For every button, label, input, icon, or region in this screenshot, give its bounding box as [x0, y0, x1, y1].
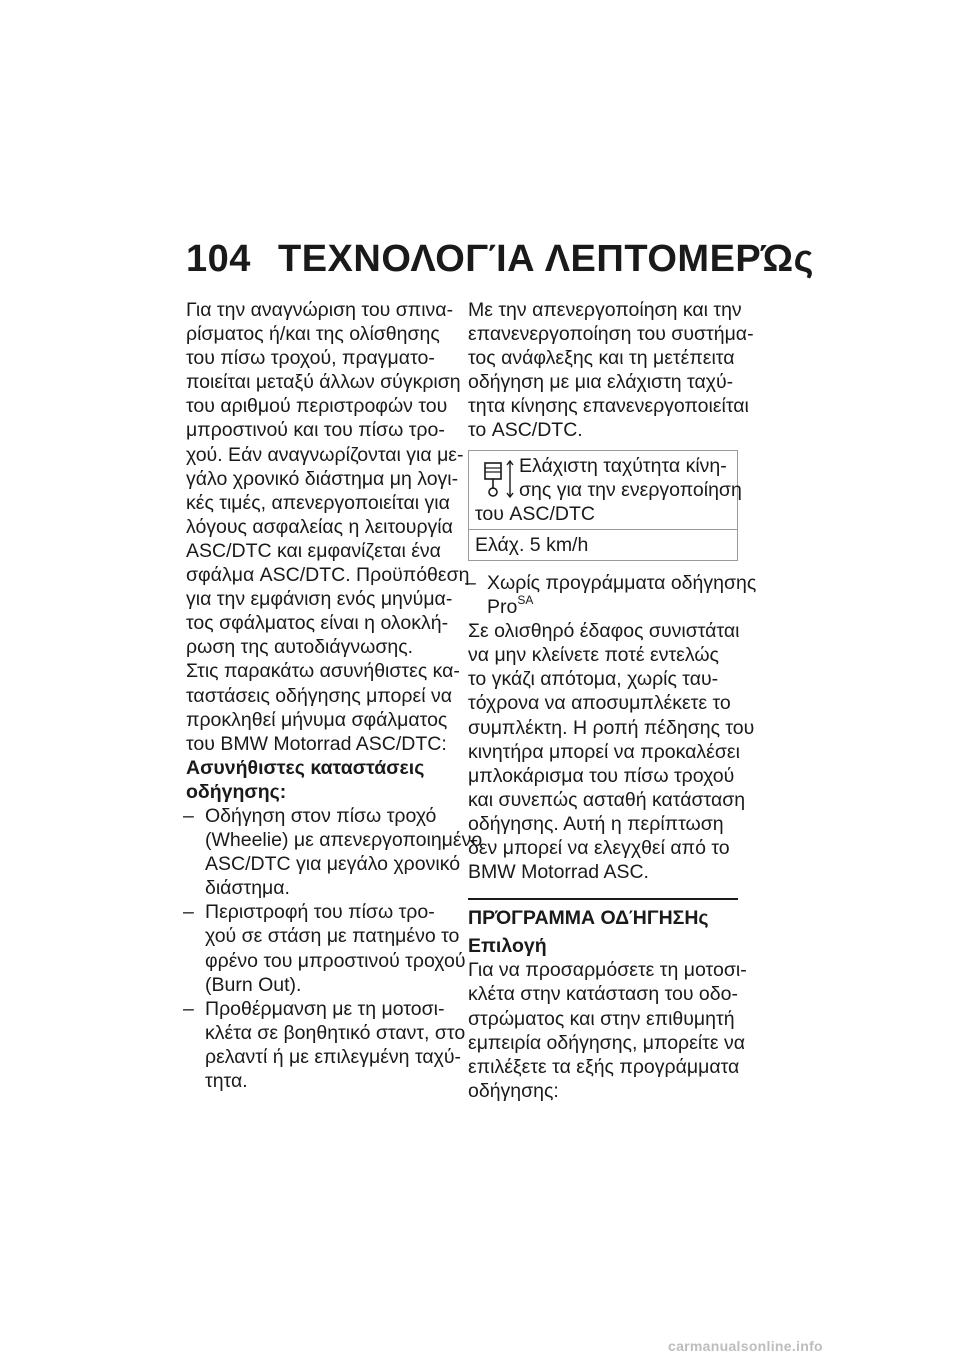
text-line: Χωρίς προγράμματα οδήγησης [487, 571, 757, 594]
text-line: τος σφάλματος είναι η ολοκλή- [186, 612, 449, 635]
text-line: Για την αναγνώριση του σπινα- [186, 299, 454, 321]
text-line: BMW Motorrad ASC. [468, 861, 649, 884]
subheading [186, 756, 448, 804]
text-line: Οδήγηση στον πίσω τροχό [205, 804, 437, 827]
text-line: επιλέξετε τα εξής προγράμματα [468, 1055, 740, 1078]
text-line: και συνεπώς ασταθή κατάσταση [468, 788, 746, 811]
text-line: ASC/DTC για μεγάλο χρονικό [205, 853, 461, 876]
text-line: Ασυνήθιστες καταστάσεις [186, 756, 425, 779]
bullet-dash: – [183, 901, 194, 924]
text-line: φρένο του μπροστινού τροχού [205, 949, 466, 972]
list-item [183, 804, 483, 900]
text-line: ποιείται μεταξύ άλλων σύγκριση [186, 371, 461, 394]
text-line: διάστημα. [205, 877, 290, 900]
text-line: εμπειρία οδήγησης, μπορείτε να [468, 1031, 745, 1054]
text-line: σφάλμα ASC/DTC. Προϋπόθεση [186, 564, 470, 587]
text-line: για την εμφάνιση ενός μηνύμα- [186, 588, 453, 611]
text-line: Περιστροφή του πίσω τρο- [205, 901, 435, 924]
text-line: τος ανάφλεξης και τη μετέπειτα [468, 347, 735, 370]
text-line: τητα κίνησης επανενεργοποιείται [468, 395, 749, 418]
text-line: ρωση της αυτοδιάγνωσης. [186, 636, 414, 659]
text-line: Ελάχιστη ταχύτητα κίνη- [519, 454, 727, 477]
reactivation-paragraph [468, 298, 754, 443]
text-line: Για να προσαρμόσετε τη μοτοσι- [468, 959, 747, 982]
intro-paragraph [186, 298, 470, 659]
text-line: οδήγησης. Αυτή η περίπτωση [468, 812, 724, 835]
section-divider [468, 898, 738, 900]
text-line: Με την απενεργοποίηση και την [468, 299, 742, 321]
text-line: (Burn Out). [205, 973, 302, 996]
text-line: ρίσματος ή/και της ολίσθησης [186, 323, 440, 346]
section-heading: ΠΡΌΓΡΑΜΜΑ ΟΔΉΓΗΣΗς [468, 907, 709, 930]
text-line: Σε ολισθηρό έδαφος συνιστάται [468, 620, 740, 643]
special-accessory-marker: SA [517, 593, 534, 608]
unusual-situations-paragraph [186, 659, 460, 755]
text-line: του αριθμού περιστροφών του [186, 395, 448, 418]
page-header [186, 238, 814, 286]
watermark: carmanualsonline.info [668, 1338, 823, 1354]
text-line: τόχρονα να αποσυμπλέκετε το [468, 692, 731, 715]
text-line: Προθέρμανση με τη μοτοσι- [205, 997, 445, 1020]
text-line: (Wheelie) με απενεργοποιημένο [205, 829, 483, 852]
left-column [183, 298, 483, 1093]
selection-paragraph [468, 958, 747, 1103]
spec-table [468, 450, 742, 561]
text-line: του ASC/DTC [475, 502, 595, 525]
text-line: κινητήρα μπορεί να προκαλέσει [468, 740, 740, 763]
spec-value-cell: Ελάχ. 5 km/h [475, 533, 589, 556]
text-line: χού. Εάν αναγνωρίζονται για με- [186, 443, 464, 466]
text-line: σης για την ενεργοποίηση [519, 478, 742, 501]
text-line: συμπλέκτη. Η ροπή πέδησης του [468, 716, 755, 739]
text-line: προκληθεί μήνυμα σφάλματος [186, 708, 448, 731]
text-line: μπροστινού και του πίσω τρο- [186, 419, 445, 442]
bullet-dash: – [465, 571, 476, 594]
text-line: κές τιμές, απενεργοποιείται για [186, 491, 450, 514]
text-line: Στις παρακάτω ασυνήθιστες κα- [186, 660, 460, 683]
bullet-dash: – [183, 997, 194, 1020]
list-item [183, 997, 466, 1093]
text-line: λόγους ασφαλείας η λειτουργία [186, 515, 453, 538]
page-number: 104 [186, 238, 251, 280]
text-line: κλέτα στην κατάσταση του οδο- [468, 983, 738, 1006]
text-line: ASC/DTC και εμφανίζεται ένα [186, 539, 441, 562]
text-line: του BMW Motorrad ASC/DTC: [186, 732, 447, 755]
chapter-title: ΤΕΧΝΟΛΟΓΊΑ ΛΕΠΤΟΜΕΡΏς [278, 238, 814, 280]
text-line: τητα. [205, 1070, 248, 1092]
pro-label: Pro [487, 596, 518, 619]
text-line: να μην κλείνετε ποτέ εντελώς [468, 644, 719, 667]
text-line: το ASC/DTC. [468, 419, 583, 442]
text-line: του πίσω τροχού, πραγματο- [186, 347, 435, 370]
text-line: οδήγησης: [186, 780, 287, 803]
text-line: χού σε στάση με πατημένο το [205, 925, 460, 948]
right-column [465, 298, 757, 1103]
text-line: οδήγηση με μια ελάχιστη ταχύ- [468, 371, 734, 394]
text-line: επανενεργοποίηση του συστήμα- [468, 323, 754, 346]
text-line: οδήγησης: [468, 1079, 559, 1102]
spec-label-cell [469, 451, 742, 530]
list-item [183, 900, 466, 996]
slippery-surface-paragraph [468, 619, 755, 884]
text-line: γάλο χρονικό διάστημα μη λογι- [186, 467, 459, 490]
text-line: δεν μπορεί να ελεγχθεί από το [468, 836, 730, 859]
text-line: ταστάσεις οδήγησης μπορεί να [186, 684, 452, 707]
bullet-dash: – [183, 804, 194, 827]
text-line: στρώματος και στην επιθυμητή [468, 1007, 735, 1030]
text-line: το γκάζι απότομα, χωρίς ταυ- [468, 668, 719, 691]
list-item [465, 571, 757, 619]
text-line: μπλοκάρισμα του πίσω τροχού [468, 764, 735, 787]
text-line [487, 595, 738, 619]
subsection-heading: Επιλογή [468, 935, 547, 958]
engine-piston-icon [483, 459, 517, 499]
text-line: ρελαντί ή με επιλεγμένη ταχύ- [205, 1045, 462, 1068]
text-line: κλέτα σε βοηθητικό σταντ, στο [205, 1021, 466, 1044]
